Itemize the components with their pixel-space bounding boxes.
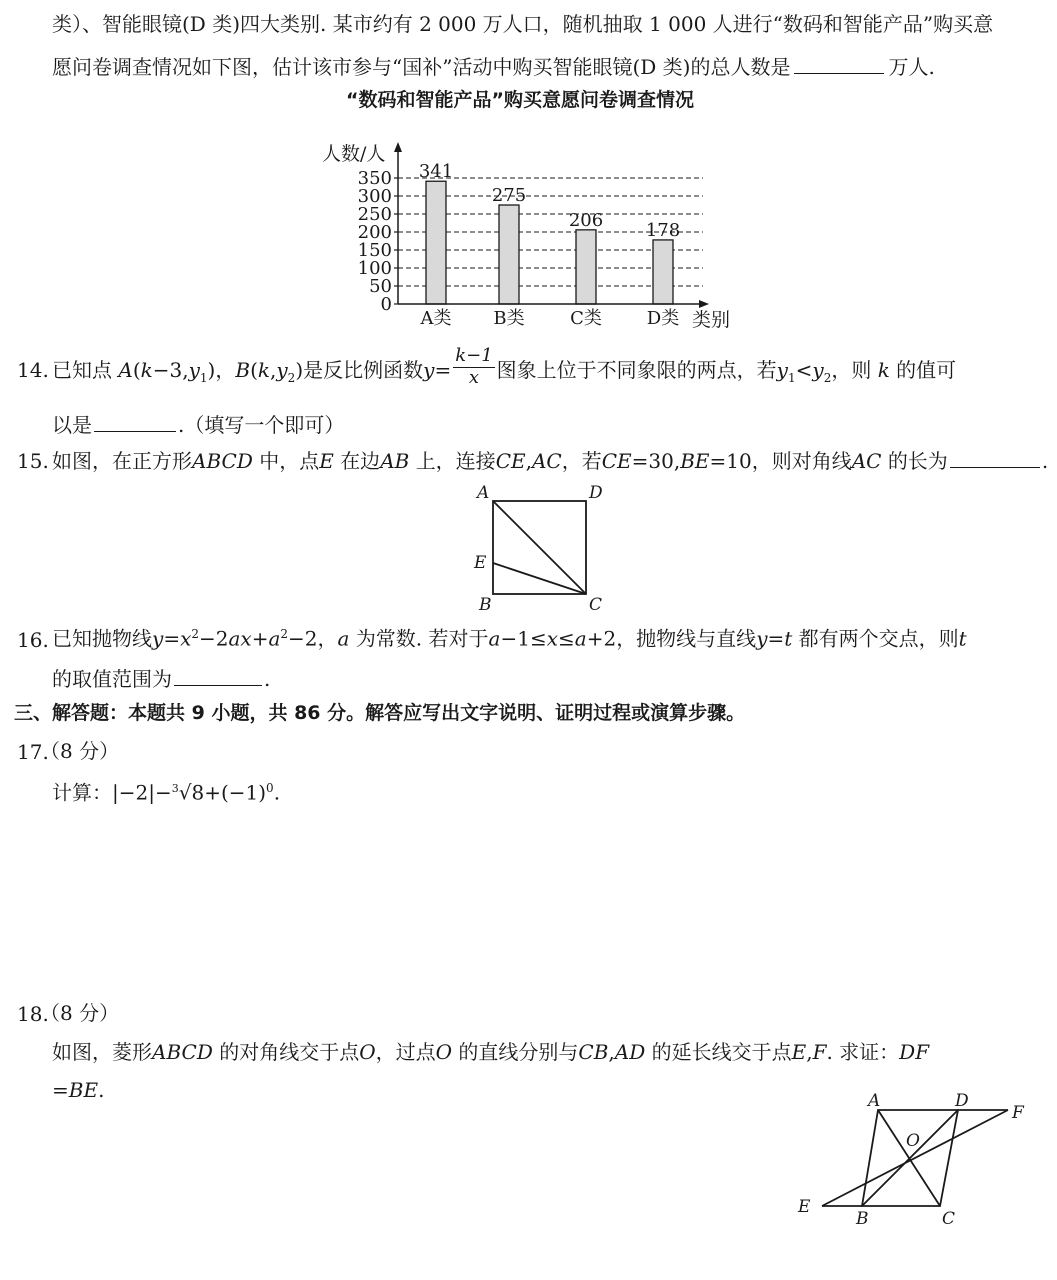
q17-text: 计算： — [52, 780, 112, 805]
label-a: A — [477, 484, 490, 503]
q18-text-d: 的直线分别与 — [458, 1040, 579, 1064]
q16-number: 16. — [17, 628, 49, 652]
q16-line-2: 的取值范围为 . — [52, 667, 271, 691]
q18-text-a: 如图，菱形 — [52, 1040, 152, 1064]
label-c: C — [589, 595, 603, 614]
q15-number: 15. — [17, 449, 49, 473]
answer-blank-16[interactable] — [174, 667, 262, 686]
y-tick-label: 250 — [357, 204, 392, 225]
category-label: A类 — [420, 308, 452, 329]
y-tick-label: 100 — [357, 258, 392, 279]
diagonal-ac — [493, 501, 586, 594]
q17-number: 17. — [17, 740, 49, 764]
y-tick-label: 300 — [357, 186, 392, 207]
bar-value-label: 178 — [645, 219, 681, 241]
y-tick-label: 0 — [380, 294, 392, 315]
q16-text-b: ， — [317, 626, 338, 651]
q17-score: （8 分） — [40, 739, 120, 763]
bar — [576, 230, 596, 304]
q18-text-f: 求证： — [839, 1040, 900, 1064]
q15-text-5: ，若 — [561, 449, 602, 473]
q18-score: （8 分） — [40, 1001, 120, 1025]
bar-value-label: 206 — [568, 209, 604, 231]
q14-text-e: 的值可 — [896, 358, 957, 382]
q14-frac-top: k−1 — [455, 345, 493, 367]
chart-title: “数码和智能产品”购买意愿问卷调查情况 — [346, 89, 694, 111]
q18-text-c: ，过点 — [375, 1040, 436, 1064]
q16-text-c: 为常数. 若对于 — [355, 626, 489, 651]
q14-text-d: ，则 — [831, 358, 872, 382]
answer-blank-14[interactable] — [94, 413, 176, 432]
q14-frac-bottom: x — [468, 367, 479, 388]
bar — [653, 240, 673, 304]
category-label: C类 — [570, 308, 602, 329]
label-f-rh: F — [1012, 1103, 1024, 1123]
q16-text-d: ，抛物线与直线 — [616, 626, 757, 651]
category-label: B类 — [493, 308, 525, 329]
q16-text-a: 已知抛物线 — [52, 626, 152, 651]
x-axis-label: 类别 — [692, 309, 731, 331]
q18-line-2: =BE. — [52, 1078, 105, 1102]
q18-text-e: 的延长线交于点 — [651, 1040, 792, 1064]
q15-line-1: 如图，在正方形ABCD 中，点E 在边AB 上，连接CE,AC，若CE=30,BE=10，则对角线AC 的长为 . — [52, 449, 1049, 473]
q14-fraction — [453, 346, 494, 388]
label-o-rh: O — [906, 1131, 920, 1151]
section-3-heading: 三、解答题：本题共 9 小题，共 86 分。解答应写出文字说明、证明过程或演算步骤。 — [14, 702, 746, 724]
bar-value-label: 275 — [491, 185, 527, 206]
label-b-rh: B — [856, 1209, 869, 1229]
q18-line-1: 如图，菱形ABCD 的对角线交于点O，过点O 的直线分别与CB,AD 的延长线交于点E,F. 求证：DF — [52, 1040, 930, 1064]
q14-line-2-tail: .（填写一个即可） — [178, 413, 345, 437]
y-tick-label: 50 — [369, 276, 392, 297]
q14-point-b: B — [235, 358, 251, 382]
q14-text-b: 是反比例函数 — [303, 358, 424, 382]
label-e-rh: E — [798, 1197, 811, 1217]
category-label: D类 — [646, 308, 680, 329]
intro-line-1: 类）、智能眼镜(D 类)四大类别. 某市约有 2 000 万人口，随机抽取 1 000 人进行“数码和智能产品”购买意 — [52, 12, 994, 36]
bar-chart — [318, 134, 738, 334]
q14-text-a: 已知点 — [52, 358, 112, 382]
answer-blank-13[interactable] — [794, 55, 884, 74]
rhombus-figure — [790, 1092, 1030, 1232]
intro-line-2-text: 愿问卷调查情况如下图，估计该市参与“国补”活动中购买智能眼镜(D 类)的总人数是 — [52, 55, 791, 79]
line-ef — [822, 1110, 1008, 1206]
q15-text-6: ，则对角线 — [751, 449, 852, 473]
q15-text-2: 中，点 — [259, 449, 320, 473]
label-b: B — [479, 595, 492, 614]
y-tick-label: 200 — [357, 222, 392, 243]
y-axis-arrow — [394, 142, 402, 152]
bar — [499, 205, 519, 304]
q15-text-3: 在边 — [340, 449, 381, 473]
x-axis-arrow — [699, 300, 709, 308]
q14-number: 14. — [17, 358, 49, 382]
q18-number: 18. — [17, 1002, 49, 1026]
intro-line-2-unit: 万人. — [888, 55, 935, 79]
segment-ce — [493, 563, 586, 594]
label-a-rh: A — [868, 1092, 881, 1111]
y-axis-label: 人数/人 — [322, 143, 386, 165]
q18-text-b: 的对角线交于点 — [219, 1040, 360, 1064]
q15-text-1: 如图，在正方形 — [52, 449, 192, 473]
q15-text-7: 的长为 — [887, 449, 948, 473]
intro-line-2 — [52, 55, 935, 77]
q14-line-2 — [52, 413, 344, 435]
label-c-rh: C — [942, 1209, 956, 1229]
bar-value-label: 341 — [418, 161, 454, 183]
square-figure — [466, 484, 626, 614]
q17-line: 计算：$|-2|-^3√8+(-1)^0$. — [52, 780, 281, 805]
q14-line-2-text: 以是 — [52, 413, 92, 437]
y-tick-label: 150 — [357, 240, 392, 261]
q14-point-a: A — [118, 358, 133, 382]
q14-line-1: 已知点 $A(k-3,y_1)$，$B(k,y_2)$是反比例函数y= $\frac{k-1}{x}$ 图象上位于不同象限的两点，若$y_1<y_2$，则 k 的值可 — [52, 345, 957, 388]
q16-line-2-text: 的取值范围为 — [52, 667, 172, 691]
q15-text-4: 上，连接 — [415, 449, 496, 473]
q16-text-e: 都有两个交点，则 — [798, 626, 959, 651]
bar — [426, 181, 446, 304]
q14-text-c: 图象上位于不同象限的两点，若 — [496, 358, 777, 382]
answer-blank-15[interactable] — [950, 449, 1040, 468]
q16-line-1: 已知抛物线$y=x^2-2ax+a^2-2$，a 为常数. 若对于a−1≤x≤a+2，抛物线与直线y=t 都有两个交点，则t — [52, 626, 967, 651]
label-d: D — [589, 484, 603, 503]
label-e: E — [474, 553, 487, 573]
label-d-rh: D — [955, 1092, 969, 1111]
y-tick-label: 350 — [357, 168, 392, 189]
